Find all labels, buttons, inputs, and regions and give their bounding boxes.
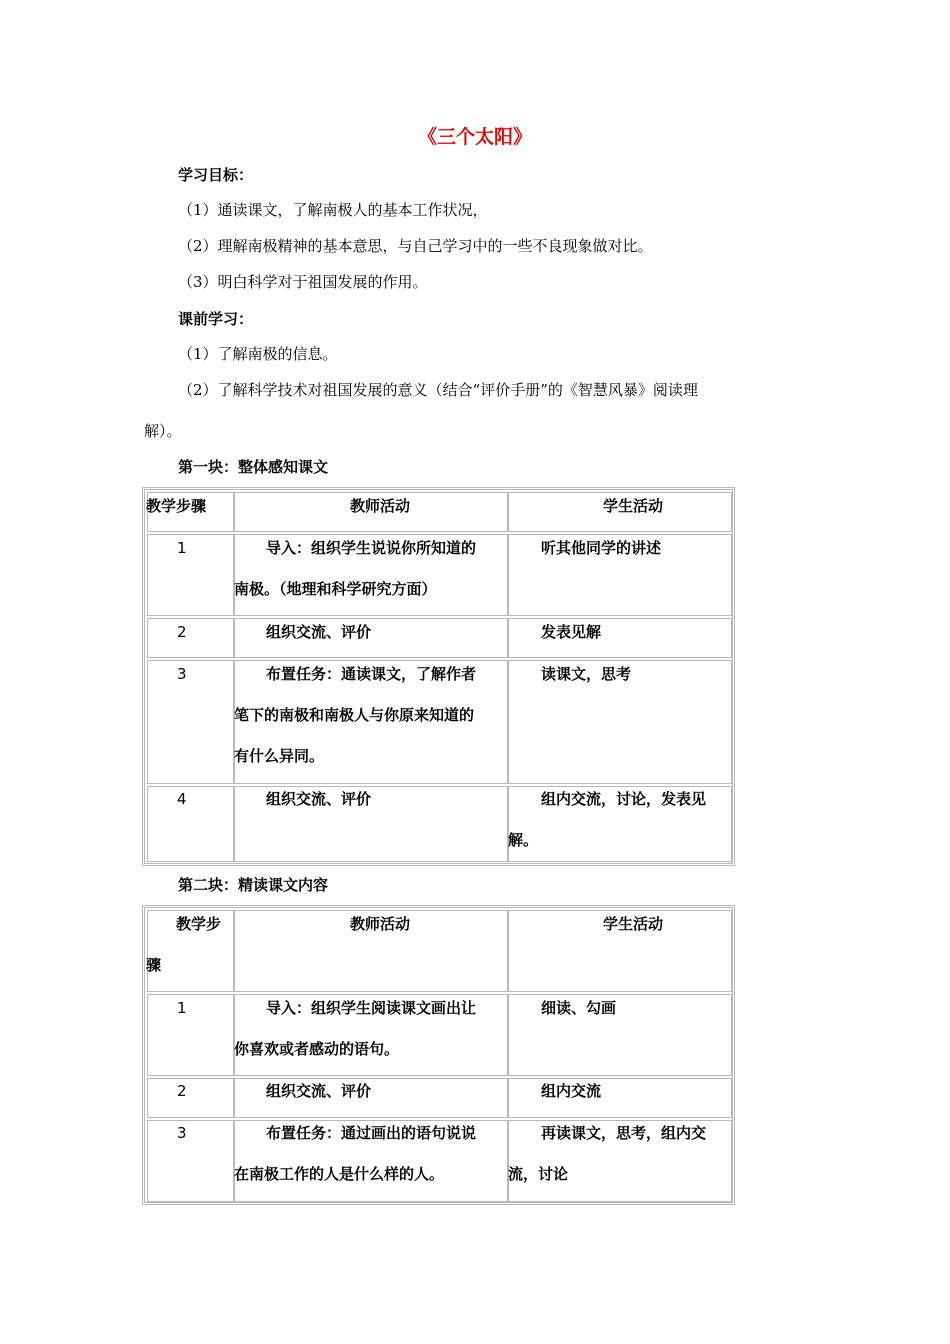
teacher-activity: 导入：组织学生说说你所知道的 — [266, 539, 477, 557]
header-teacher: 教师活动 — [350, 915, 411, 933]
step-number: 1 — [177, 999, 187, 1017]
student-activity: 再读课文，思考，组内交 — [541, 1124, 707, 1142]
table-row — [147, 994, 234, 1076]
pre-study-item-continued: 解）。 — [144, 422, 182, 440]
header-step: 教学步骤 — [146, 497, 207, 515]
teacher-activity: 组织交流、评价 — [266, 790, 372, 808]
goal-item: （2）理解南极精神的基本意思，与自己学习中的一些不良现象做对比。 — [178, 237, 653, 255]
table-row — [147, 1120, 234, 1202]
header-step: 教学步 — [176, 915, 222, 933]
table-row — [147, 534, 234, 616]
goals-heading: 学习目标： — [178, 166, 254, 184]
student-activity: 听其他同学的讲述 — [541, 539, 662, 557]
student-activity: 细读、勾画 — [541, 999, 617, 1017]
teacher-activity: 布置任务：通读课文，了解作者 — [266, 665, 477, 683]
student-activity: 组内交流，讨论，发表见 — [541, 790, 707, 808]
step-number: 1 — [177, 539, 187, 557]
table-row — [147, 660, 234, 784]
pre-study-heading: 课前学习： — [178, 310, 254, 328]
document-title: 《三个太阳》 — [417, 126, 532, 148]
student-activity: 组内交流 — [541, 1082, 602, 1100]
teacher-activity: 组织交流、评价 — [266, 1082, 372, 1100]
header-teacher: 教师活动 — [350, 497, 411, 515]
step-number: 2 — [177, 623, 187, 641]
student-activity: 流，讨论 — [508, 1165, 569, 1183]
teacher-activity: 在南极工作的人是什么样的人。 — [234, 1165, 445, 1183]
header-student: 学生活动 — [603, 497, 664, 515]
step-number: 3 — [177, 665, 187, 683]
teacher-activity: 导入：组织学生阅读课文画出让 — [266, 999, 477, 1017]
table-row — [147, 618, 234, 658]
teacher-activity: 组织交流、评价 — [266, 623, 372, 641]
goal-item: （3）明白科学对于祖国发展的作用。 — [178, 273, 428, 291]
table-row — [147, 786, 234, 862]
student-activity: 读课文，思考 — [541, 665, 632, 683]
table-row — [147, 1078, 234, 1118]
header-student: 学生活动 — [603, 915, 664, 933]
teacher-activity: 有什么异同。 — [234, 747, 325, 765]
teacher-activity: 布置任务：通过画出的语句说说 — [266, 1124, 477, 1142]
block2-heading: 第二块：精读课文内容 — [178, 876, 329, 894]
teacher-activity: 南极。（地理和科学研究方面） — [234, 580, 437, 598]
step-number: 2 — [177, 1082, 187, 1100]
student-activity: 发表见解 — [541, 623, 602, 641]
pre-study-item: （2）了解科学技术对祖国发展的意义（结合“评价手册”的《智慧风暴》阅读理 — [178, 381, 698, 399]
student-activity: 解。 — [508, 831, 539, 849]
step-number: 3 — [177, 1124, 187, 1142]
header-step-continued: 骤 — [146, 956, 162, 974]
teacher-activity: 你喜欢或者感动的语句。 — [234, 1040, 400, 1058]
teacher-activity: 笔下的南极和南极人与你原来知道的 — [234, 706, 475, 724]
goal-item: （1）通读课文，了解南极人的基本工作状况， — [178, 201, 488, 219]
pre-study-item: （1）了解南极的信息。 — [178, 345, 338, 363]
step-number: 4 — [177, 790, 187, 808]
block1-heading: 第一块：整体感知课文 — [178, 458, 329, 476]
